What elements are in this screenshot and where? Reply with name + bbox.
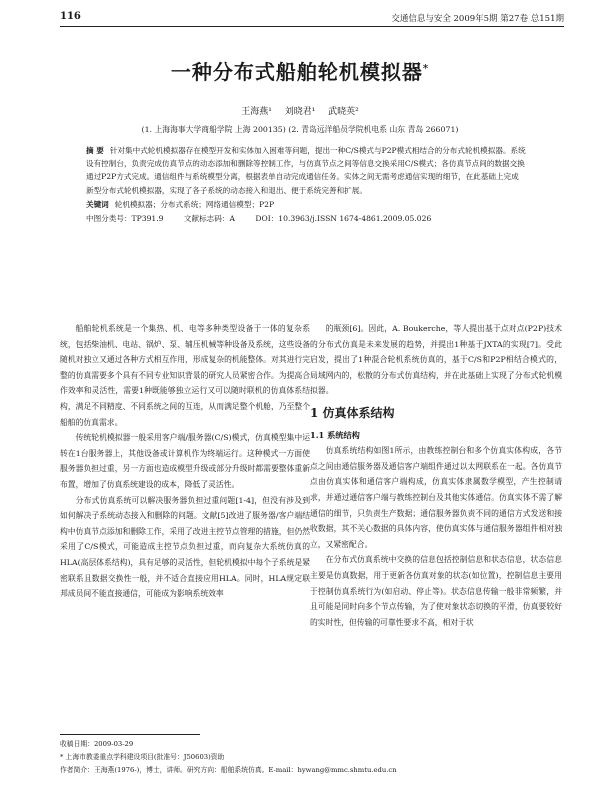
author-2: 刘晓君¹ bbox=[284, 107, 316, 117]
right-column bbox=[310, 321, 562, 630]
affiliations: (1. 上海海事大学商船学院 上海 200135) (2. 青岛远洋船员学院机电系 山东 青岛 266071) bbox=[141, 125, 459, 134]
abstract-block bbox=[86, 144, 526, 225]
footnote-received: 收稿日期：2009-03-29 bbox=[60, 740, 134, 748]
document-code: 文献标志码：A bbox=[183, 214, 235, 224]
paper-title-text: 一种分布式船舶轮机模拟器 bbox=[170, 60, 423, 84]
classification-line bbox=[86, 212, 526, 225]
page-number: 116 bbox=[60, 11, 81, 22]
author-1: 王海燕¹ bbox=[241, 107, 272, 117]
footnotes bbox=[60, 738, 560, 777]
section-heading-1: 1 仿真体系结构 bbox=[310, 405, 395, 420]
keywords-label: 关键词 bbox=[86, 199, 109, 209]
paper-title bbox=[0, 56, 600, 85]
right-paragraph-1: 的瓶颈[6]。因此，A. Boukerche，等人提出基于点对点(P2P)技术的分布式仿真是未来发展的趋势，并提出1种基于JXTA的实现[7]。受此启发，提出了1种混合轮机系统仿真的，基于C/S和P2P相结合模式的，局域网内的，松散的分布式仿真结构，并在此基础上实现了分布式轮机模拟器。 bbox=[310, 324, 562, 396]
doi: DOI：10.3963/j.ISSN 1674-4861.2009.05.026 bbox=[255, 214, 432, 224]
footnote-separator bbox=[60, 734, 200, 735]
keywords bbox=[86, 198, 526, 211]
keywords-text: 轮机模拟器；分布式系统；网络通信模型；P2P bbox=[114, 199, 275, 209]
left-paragraph-3: 分布式仿真系统可以解决服务器负担过重问题[1-4]，但没有涉及到如何解决子系统动态接入和删除的问题。文献[5]改进了服务器/客户端结构中仿真节点添加和删除工作，采用了改进主控节点管理的措施，但仍然采用了C/S模式，可能造成主控节点负担过重，而向复杂大系统仿真的HLA(高层体系结构)，具有足够的灵活性，但轮机模拟中每个子系统是紧密联系且数据交换性一般，并不适合直接应用HLA。同时，HLA规定联邦成员间不能直接通信，可能成为影响系统效率 bbox=[60, 495, 310, 599]
author-list bbox=[0, 104, 600, 117]
right-paragraph-3: 在分布式仿真系统中交换的信息包括控制信息和状态信息，状态信息主要是仿真数据，用于更新各仿真对象的状态(如位置)，控制信息主要用于控制仿真系统行为(如启动、停止等)。状态信息传输一般非常频繁，并且可能是同时向多个节点传输，为了使对象状态切换的平滑，仿真要较好的实时性，但传输的可靠性要求不高，相对于状 bbox=[310, 555, 562, 627]
footnote-author: 作者简介：王海燕(1976-)，博士，讲师。研究方向：船舶系统仿真。E-mail：hywang@mmc.shmtu.edu.cn bbox=[60, 766, 397, 774]
left-paragraph-2: 传统轮机模拟器一般采用客户端/服务器(C/S)模式，仿真模型集中运转在1台服务器上，其他设备或计算机作为终端运行。这种模式一方面使服务器负担过重，另一方面也造成模型升级或部分升级时都需要整体重新布置，增加了仿真系统建设的成本，降低了灵活性。 bbox=[60, 433, 310, 489]
abstract-label: 摘 要 bbox=[86, 146, 104, 155]
subsection-heading-1-1: 1.1 系统结构 bbox=[310, 429, 360, 440]
journal-info: 交通信息与安全 2009年5期 第27卷 总151期 bbox=[391, 14, 564, 24]
abstract-text: 针对集中式轮机模拟器存在模型开发和实体加入困难等问题，提出一种C/S模式与P2P模式相结合的分布式轮机模拟器。系统设有控制台，负责完成仿真节点的动态添加和删除等控制工作，与仿真节点之间等信息交换采用C/S模式；各仿真节点间的数据交换通过P2P方式完成。通信组件与系统模型分离，根据表单自动完成通信任务。实体之间无需考虑通信实现的细节，在此基础上完成新型分布式轮机模拟器，实现了各子系统的动态接入和退出、便于系统完善和扩展。 bbox=[86, 146, 526, 195]
author-3: 武晓英² bbox=[328, 107, 359, 117]
footnote-fund: * 上海市教委重点学科建设项目(批准号：J50603)资助 bbox=[60, 753, 225, 761]
right-paragraph-2: 仿真系统结构如图1所示，由教练控制台和多个仿真实体构成，各节点之间由通信服务器及通信客户端组件通过以太网联系在一起。各仿真节点由仿真实体和通信客户端构成，仿真实体隶属数学模型，产生控制请求，并通过通信客户端与教练控制台及其他实体通信。仿真实体不需了解通信的细节，只负责生产数据；通信服务器负责不同的通信方式发送和接收数据，其不关心数据的具体内容，使仿真实体与通信服务器组件相对独立，又紧密配合。 bbox=[310, 446, 562, 549]
left-column bbox=[60, 321, 310, 602]
clc-number: 中图分类号：TP391.9 bbox=[86, 214, 164, 224]
left-paragraph-1: 船舶轮机系统是一个集热、机、电等多种类型设备于一体的复杂系统，包括柴油机、电站、锅炉、泵、辅压机械等种设备及系统，这些设备随机对独立又通过各种方式相互作用，形成复杂的机能整体。对其进行完整的仿真需要多个具有不同专业知识背景的研究人员紧密合作。为提高合作效率和灵活性，需要1种既能够独立运行又可以随时联机的仿真体系结构，满足不同精度、不同系统之间的互连，从而满足整个机舱，乃至整个船舶的仿真需求。 bbox=[60, 324, 310, 427]
abstract bbox=[86, 144, 526, 197]
title-footnote-mark: * bbox=[422, 63, 430, 75]
running-header bbox=[60, 8, 564, 27]
